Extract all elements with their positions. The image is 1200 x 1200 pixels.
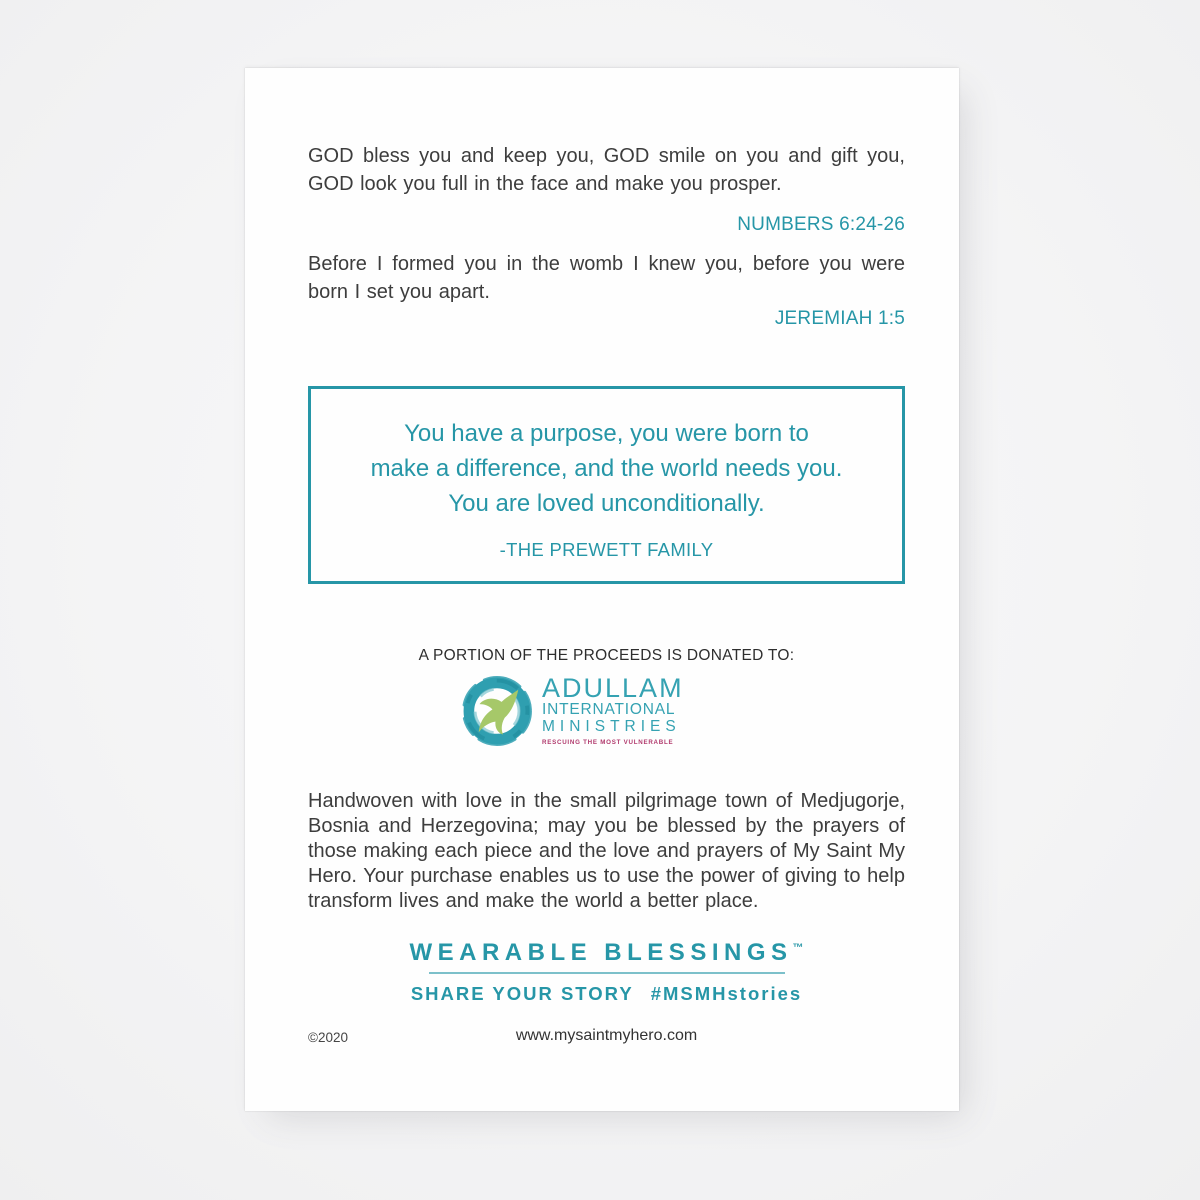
brand-title	[308, 939, 905, 967]
card-back	[245, 68, 959, 1111]
family-quote-line: make a difference, and the world needs you.	[370, 455, 843, 482]
adullam-name-line: INTERNATIONAL	[542, 700, 676, 718]
family-quote-line: You are loved unconditionally.	[448, 490, 765, 517]
dove-in-brush-circle-icon	[459, 673, 535, 749]
adullam-name-line: ADULLAM	[542, 672, 684, 703]
brand-subtitle	[308, 983, 905, 1005]
verse-numbers-reference: NUMBERS 6:24-26	[737, 214, 905, 235]
verse-jeremiah-text: Before I formed you in the womb I knew you, before you were born I set you apart.	[308, 253, 905, 303]
wearable-blessings-branding	[308, 939, 905, 1005]
verse-jeremiah-reference: JEREMIAH 1:5	[774, 308, 905, 329]
adullam-name-line: MINISTRIES	[542, 717, 681, 735]
family-quote-attribution: -THE PREWETT FAMILY	[499, 539, 714, 560]
adullam-tagline: RESCUING THE MOST VULNERABLE	[542, 738, 674, 746]
msmh-hashtag: #MSMHstories	[650, 983, 803, 1004]
card-footer	[308, 1027, 905, 1047]
family-quote-box	[308, 386, 905, 584]
brand-underline-rule	[429, 972, 785, 974]
brand-title-text: WEARABLE BLESSINGS	[409, 939, 793, 966]
family-quote-text	[311, 389, 902, 521]
verse-numbers-text: GOD bless you and keep you, GOD smile on you and gift you, GOD look you full in the face and make you prosper.	[308, 145, 905, 195]
adullam-logo-text	[542, 672, 754, 748]
donation-heading: A PORTION OF THE PROCEEDS IS DONATED TO:	[418, 647, 795, 664]
copyright-text: ©2020	[308, 1030, 348, 1045]
share-your-story-text: SHARE YOUR STORY	[410, 983, 634, 1004]
family-quote-line: You have a purpose, you were born to	[404, 420, 809, 447]
website-url: www.mysaintmyhero.com	[515, 1027, 698, 1044]
adullam-logo	[308, 670, 905, 752]
trademark-symbol: ™	[792, 942, 804, 954]
about-paragraph: Handwoven with love in the small pilgrimage town of Medjugorje, Bosnia and Herzegovina; may you be blessed by the prayers of those making each piece and the love and prayers of My Saint My Hero. Your purchase enables us to use the power of giving to help transform lives and make the world a better place.	[308, 790, 905, 912]
